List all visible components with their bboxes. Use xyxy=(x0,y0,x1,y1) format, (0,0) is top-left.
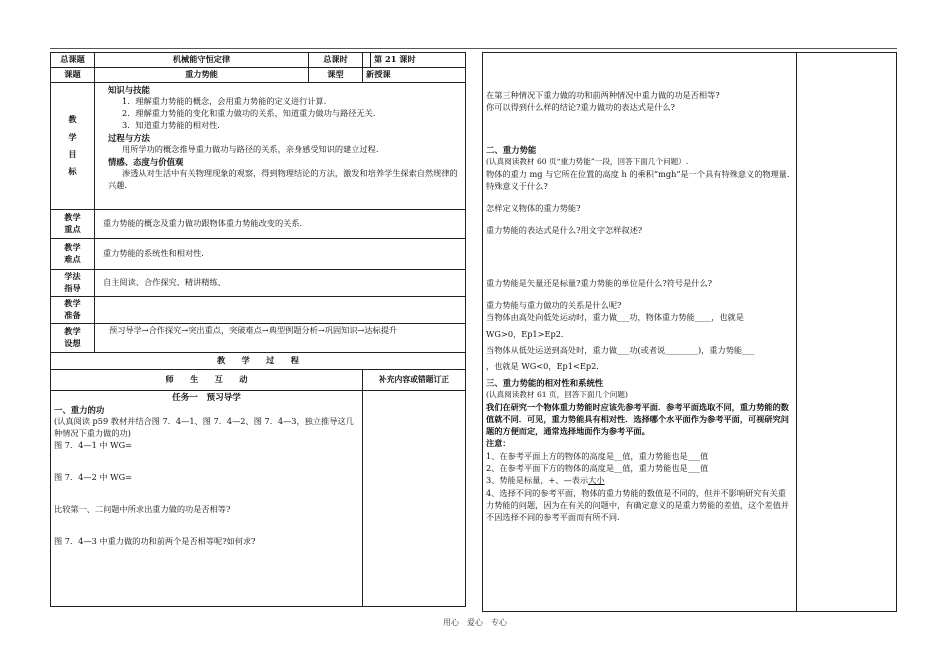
question-2: 图 7．4—2 中 WG= xyxy=(54,471,133,482)
fill-2b: ，也就是 WG<0，Ep1<Ep2. xyxy=(486,361,599,372)
header-row-1 xyxy=(51,53,466,68)
header-row-2 xyxy=(51,67,466,82)
objectives-label xyxy=(51,82,95,209)
lesson-type: 新授课 xyxy=(363,67,466,82)
difficulty-row xyxy=(51,238,466,269)
objectives-label-text: 教学目标 xyxy=(68,114,77,176)
lesson-plan-table xyxy=(50,52,466,607)
topic: 重力势能 xyxy=(95,67,309,82)
task-content xyxy=(51,390,363,606)
fill-2: 当物体从低处运送到高处时，重力做___功(或者说________)，重力势能___ xyxy=(486,344,755,355)
difficulty-text: 重力势能的系统性和相对性. xyxy=(95,238,466,269)
question-definition: 怎样定义物体的重力势能? xyxy=(486,203,581,214)
fill-1: 当物体由高处向低处运动时，重力做___功，物体重力势能____，也就是 xyxy=(486,312,744,323)
blank-cell xyxy=(363,53,371,68)
method-label-text: 学法指导 xyxy=(64,270,81,293)
idea-label-text: 教学设想 xyxy=(64,325,81,348)
prep-label-text: 教学准备 xyxy=(64,297,81,320)
idea-row xyxy=(51,323,466,352)
course-label: 总课题 xyxy=(51,53,95,68)
note-3-underlined: 大小 xyxy=(588,475,605,486)
method-row xyxy=(51,269,466,296)
sec1-intro: (认真阅读 p59 教材并结合图 7．4—1、图 7．4—2、图 7．4—3，独立推导这几种情况下重力做的功) xyxy=(54,416,354,439)
sec2-title: 二、重力势能 xyxy=(486,144,537,155)
emotion-title: 情感、态度与价值观 xyxy=(108,156,184,167)
process-title: 过程与方法 xyxy=(108,132,150,143)
right-supplement-column xyxy=(797,52,897,612)
knowledge-item: 2．理解重力势能的变化和重力做功的关系，知道重力做功与路径无关. xyxy=(122,107,376,118)
knowledge-item: 3．知道重力势能的相对性. xyxy=(122,119,220,130)
idea-text: 预习导学→合作探究→突出重点，突破难点→典型例题分析→巩固知识→达标提升 xyxy=(95,323,466,352)
interaction-header: 师 生 互 动 xyxy=(51,369,363,390)
note-3 xyxy=(486,474,791,486)
type-label: 课型 xyxy=(309,67,363,82)
task1-title: 任务一 预习导学 xyxy=(172,392,241,403)
sec2-intro: (认真阅读教材 60 页“重力势能”一段，回答下面几个问题）. xyxy=(486,157,689,167)
right-q1: 在第三种情况下重力做的功和前两种情况中重力做的功是否相等? xyxy=(486,90,720,100)
question-1: 图 7．4—1 中 WG= xyxy=(54,439,133,450)
emotion-text: 渗透从对生活中有关物理现象的观察，得到物理结论的方法，激发和培养学生探索自然规律的兴趣. xyxy=(108,167,458,190)
objectives-content xyxy=(95,82,466,209)
focus-text: 重力势能的概念及重力做功跟物体重力势能改变的关系. xyxy=(95,209,466,238)
total-hours-label: 总课时 xyxy=(309,53,363,68)
note-1: 1、在参考平面上方的物体的高度是__值，重力势能也是___值 xyxy=(486,450,709,461)
method-text: 自主阅读、合作探究、精讲精练、 xyxy=(95,269,466,296)
supplement-cell xyxy=(363,390,466,606)
page-footer: 用心 爱心 专心 xyxy=(443,618,507,627)
process-title-row xyxy=(51,352,466,369)
sec3-title: 三、重力势能的相对性和系统性 xyxy=(486,377,604,388)
method-label xyxy=(51,269,95,296)
note-3-text: 3、势能是标量，+、—表示 xyxy=(486,475,589,486)
note-title: 注意： xyxy=(486,438,511,449)
prep-row xyxy=(51,296,466,323)
course-title: 机械能守恒定律 xyxy=(95,53,309,68)
knowledge-title: 知识与技能 xyxy=(108,84,150,95)
question-vector: 重力势能是矢量还是标量?重力势能的单位是什么?符号是什么? xyxy=(486,277,713,288)
sec3-bold-text: 我们在研究一个物体重力势能时应该先参考平面．参考平面选取不同，重力势能的数值就不同．可见，重力势能具有相对性．选择哪个水平面作为参考平面，可视研究问题的方便而定，通常选择地面作为参考平面。 xyxy=(486,401,789,437)
right-q2: 你可以得到什么样的结论?重力做功的表达式是什么? xyxy=(486,102,675,113)
question-expression: 重力势能的表达式是什么?用文字怎样叙述? xyxy=(486,225,643,236)
objectives-row xyxy=(51,82,466,209)
question-4: 图 7．4—3 中重力做的功和前两个是否相等呢?如何求? xyxy=(54,535,256,546)
right-page-content xyxy=(482,52,797,612)
focus-row xyxy=(51,209,466,238)
question-3: 比较第一、二问题中所求出重力做的功是否相等? xyxy=(54,503,231,514)
knowledge-item: 1．理解重力势能的概念，会用重力势能的定义进行计算. xyxy=(122,95,327,106)
supplement-header: 补充内容或错题订正 xyxy=(363,369,466,390)
focus-label xyxy=(51,209,95,238)
sec2-text: 物体的重力 mg 与它所在位置的高度 h 的乘积“mgh”是一个具有特殊意义的物理量. 特殊意义于什么? xyxy=(486,168,790,191)
interaction-header-row xyxy=(51,369,466,390)
sec3-intro: (认真阅读教材 61 页，回答下面几个问题) xyxy=(486,390,628,400)
note-2: 2、在参考平面下方的物体的高度是__值，重力势能也是___值 xyxy=(486,463,709,474)
process-text: 用所学功的概念推导重力做功与路径的关系，亲身感受知识的建立过程. xyxy=(122,143,379,154)
difficulty-label xyxy=(51,238,95,269)
topic-label: 课题 xyxy=(51,67,95,82)
question-relation: 重力势能与重力做功的关系是什么呢? xyxy=(486,300,622,311)
lesson-number: 第 21 课时 xyxy=(371,53,466,68)
top-rule xyxy=(50,48,897,49)
fill-1b: WG>0，Ep1>Ep2. xyxy=(486,328,564,339)
focus-label-text: 教学重点 xyxy=(64,211,81,234)
difficulty-label-text: 教学难点 xyxy=(64,241,81,264)
sec1-title: 一、重力的功 xyxy=(54,405,105,416)
prep-text xyxy=(95,296,466,323)
process-title: 教 学 过 程 xyxy=(51,352,466,369)
note-4: 4、选择不同的参考平面，物体的重力势能的数值是不同的，但并不影响研究有关重力势能的问题，因为在有关的问题中，有确定意义的是重力势能的差值，这个差值并不因选择不同的参考平面而有所不同. xyxy=(486,487,789,523)
idea-label xyxy=(51,323,95,352)
prep-label xyxy=(51,296,95,323)
task-row xyxy=(51,390,466,606)
